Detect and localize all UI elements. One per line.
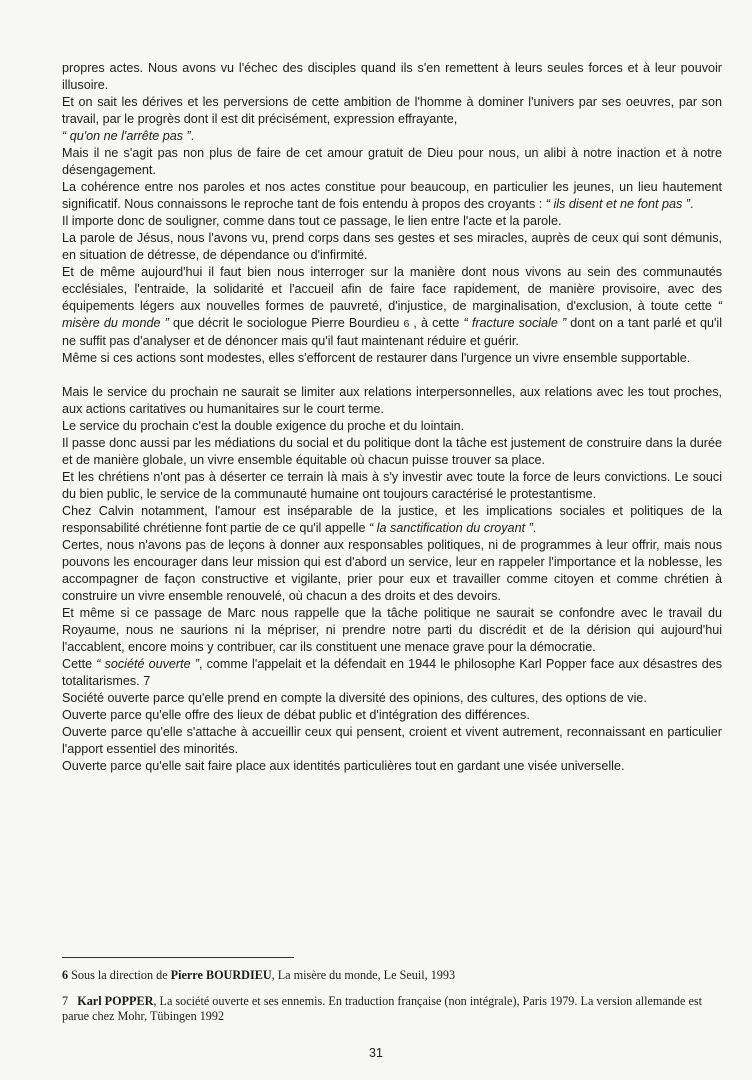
footnote: 6 Sous la direction de Pierre BOURDIEU, La misère du monde, Le Seuil, 1993 bbox=[62, 968, 456, 982]
paragraph: Société ouverte parce qu'elle prend en compte la diversité des opinions, des cultures, des options de vie. bbox=[62, 691, 647, 705]
quote: “ fracture sociale ” bbox=[463, 316, 567, 330]
paragraph: Certes, nous n'avons pas de leçons à donner aux responsables politiques, ni de programmes à leur offrir, mais nous pouvons les encourager dans leur mission qui est d'abord un service, leur en rappeler l'importance et la noblesse, les accompagner de façon constructive et vigilante, prier pour eux et travailler comme citoyen et comme chrétien à construire un vivre ensemble renouvelé, où chacun a des droits et des devoirs. bbox=[62, 538, 722, 603]
footnote-ref: 6 bbox=[403, 318, 410, 330]
quote: “ ils disent et ne font pas ” bbox=[545, 197, 690, 211]
paragraph: Le service du prochain c'est la double exigence du proche et du lointain. bbox=[62, 419, 465, 433]
paragraph: Cette “ société ouverte ”, comme l'appelait et la défendait en 1944 le philosophe Karl Popper face aux désastres des totalitarismes. 7 bbox=[62, 657, 723, 688]
footnote-number: 6 bbox=[62, 968, 69, 982]
footnote-ref: 7 bbox=[143, 674, 151, 688]
paragraph: Chez Calvin notamment, l'amour est inséparable de la justice, et les implications sociales et politiques de la responsabilité chrétienne font partie de ce qu'il appelle “ la sanctification du croyant ”. bbox=[62, 504, 722, 535]
footnote-number: 7 bbox=[62, 993, 69, 1008]
footnote-author: Pierre BOURDIEU bbox=[170, 968, 272, 982]
quote: “ qu'on ne l'arrête pas ” bbox=[62, 129, 191, 143]
paragraph: Mais le service du prochain ne saurait se limiter aux relations interpersonnelles, aux relations avec les tout proches, aux actions caritatives ou humanitaires sur le court terme. bbox=[62, 385, 722, 416]
quote: “ société ouverte ” bbox=[96, 657, 199, 671]
paragraph: Et on sait les dérives et les perversions de cette ambition de l'homme à dominer l'univers par ses oeuvres, par son travail, par le progrès dont il est dit précisément, expression effrayante, “ qu'on ne l'arrête pas ”. bbox=[62, 95, 722, 143]
paragraph: La parole de Jésus, nous l'avons vu, prend corps dans ses gestes et ses miracles, auprès de ceux qui sont démunis, en situation de détresse, de dépendance ou d'infirmité. bbox=[62, 231, 722, 262]
footnotes bbox=[62, 968, 722, 1035]
footnote-author: Karl POPPER bbox=[77, 993, 154, 1008]
body-text bbox=[62, 60, 722, 775]
page-number: 31 bbox=[369, 1046, 383, 1060]
paragraph: Ouverte parce qu'elle s'attache à accueillir ceux qui pensent, croient et vivent autrement, reconnaissant en particulier l'apport essentiel des minorités. bbox=[62, 725, 722, 756]
footnote-divider bbox=[62, 957, 294, 958]
paragraph: Et de même aujourd'hui il faut bien nous interroger sur la manière dont nous vivons au sein des communautés ecclésiales, l'entraide, la solidarité et l'accueil afin de faire face rapidement, de manière provisoire, avec des équipements légers aux nouvelles formes de pauvreté, d'injustice, de marginalisation, d'exclusion, à toute cette “ misère du monde ” que décrit le sociologue Pierre Bourdieu 6 , à cette “ fracture sociale ” dont on a tant parlé et qu'il ne suffit pas d'analyser et de dénoncer mais qu'il faut maintenant réduire et guérir. bbox=[62, 265, 722, 348]
paragraph: Il passe donc aussi par les médiations du social et du politique dont la tâche est justement de construire dans la durée et de manière globale, un vivre ensemble équitable où chacun puisse trouver sa place. bbox=[62, 436, 722, 467]
paragraph: propres actes. Nous avons vu l'échec des disciples quand ils s'en remettent à leurs seules forces et à leur pouvoir illusoire. bbox=[62, 61, 722, 92]
paragraph: La cohérence entre nos paroles et nos actes constitue pour beaucoup, en particulier les jeunes, un lieu hautement significatif. Nous connaissons le reproche tant de fois entendu à propos des croyants : “ ils disent et ne font pas ”. bbox=[62, 180, 722, 211]
paragraph: Et les chrétiens n'ont pas à déserter ce terrain là mais à s'y investir avec toute la force de leurs convictions. Le souci du bien public, le service de la communauté humaine ont toujours caractérisé le protestantisme. bbox=[62, 470, 722, 501]
paragraph: Il importe donc de souligner, comme dans tout ce passage, le lien entre l'acte et la parole. bbox=[62, 214, 562, 228]
paragraph: Même si ces actions sont modestes, elles s'efforcent de restaurer dans l'urgence un vivre ensemble supportable. bbox=[62, 351, 691, 365]
quote: “ misère du monde ” bbox=[62, 299, 722, 330]
paragraph: Mais il ne s'agit pas non plus de faire de cet amour gratuit de Dieu pour nous, un alibi à notre inaction et à notre désengagement. bbox=[62, 146, 722, 177]
quote: “ la sanctification du croyant ” bbox=[368, 521, 533, 535]
paragraph: Ouverte parce qu'elle sait faire place aux identités particulières tout en gardant une visée universelle. bbox=[62, 759, 625, 773]
footnote: 7 Karl POPPER, La société ouverte et ses ennemis. En traduction française (non intégrale), Paris 1979. La version allemande est parue chez Mohr, Tübingen 1992 bbox=[62, 993, 702, 1023]
paragraph: Et même si ce passage de Marc nous rappelle que la tâche politique ne saurait se confondre avec le travail du Royaume, nous ne saurions ni la mépriser, ni prendre notre parti du discrédit et de la dérision qui aujourd'hui l'accablent, encore moins y contribuer, car ils constituent une menace grave pour la démocratie. bbox=[62, 606, 722, 654]
paragraph: Ouverte parce qu'elle offre des lieux de débat public et d'intégration des différences. bbox=[62, 708, 530, 722]
